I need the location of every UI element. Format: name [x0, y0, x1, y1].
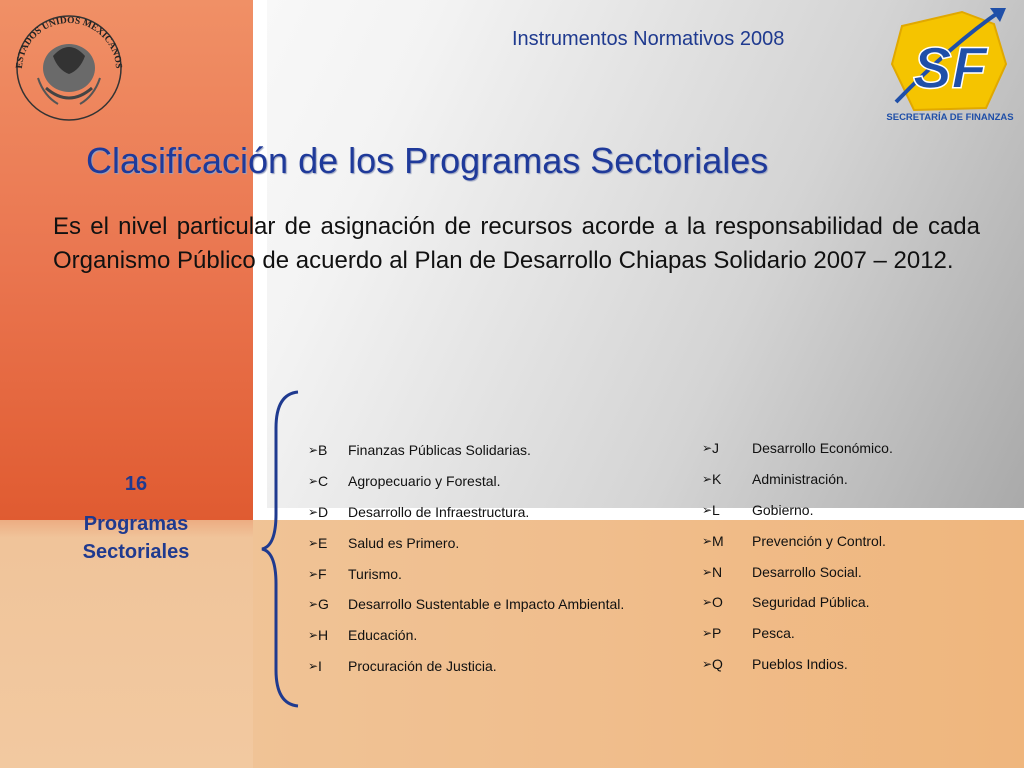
arrow-bullet-icon: ➢ — [308, 474, 319, 489]
arrow-bullet-icon: ➢ — [308, 597, 319, 612]
program-item — [308, 435, 624, 466]
program-item — [702, 464, 893, 495]
program-code: D — [318, 503, 329, 520]
mexico-seal-icon — [8, 8, 130, 123]
program-code: P — [712, 625, 722, 642]
slide-title: Clasificación de los Programas Sectoriales — [86, 140, 769, 181]
program-code: I — [318, 657, 322, 674]
program-code: N — [712, 563, 723, 580]
program-code: B — [318, 442, 328, 459]
program-code: F — [318, 565, 327, 582]
program-code: J — [712, 440, 719, 457]
program-name: Procuración de Justicia. — [348, 657, 497, 674]
arrow-bullet-icon: ➢ — [702, 656, 713, 671]
program-code: Q — [712, 655, 723, 672]
program-name: Agropecuario y Forestal. — [348, 473, 501, 490]
arrow-bullet-icon: ➢ — [308, 628, 319, 643]
program-item — [702, 649, 893, 680]
arrow-bullet-icon: ➢ — [702, 626, 713, 641]
program-code: M — [712, 532, 724, 549]
program-item — [308, 497, 624, 528]
arrow-bullet-icon: ➢ — [308, 566, 319, 581]
curly-brace-icon — [258, 388, 302, 710]
program-count-label: Programas Sectoriales — [82, 513, 190, 563]
program-code: G — [318, 596, 329, 613]
program-item — [702, 556, 893, 587]
program-name: Pesca. — [752, 625, 795, 642]
arrow-bullet-icon: ➢ — [702, 502, 713, 517]
program-code: K — [712, 471, 722, 488]
program-code: E — [318, 534, 328, 551]
program-name: Seguridad Pública. — [752, 594, 870, 611]
arrow-bullet-icon: ➢ — [702, 441, 713, 456]
program-name: Gobierno. — [752, 501, 814, 518]
program-code: O — [712, 594, 723, 611]
program-name: Administración. — [752, 471, 848, 488]
arrow-bullet-icon: ➢ — [308, 658, 319, 673]
seal-text: ESTADOS UNIDOS MEXICANOS — [14, 15, 124, 69]
logo-text: SECRETARÍA DE FINANZAS — [886, 112, 1014, 123]
program-list-left — [308, 435, 624, 681]
arrow-bullet-icon: ➢ — [702, 564, 713, 579]
program-count-box — [60, 470, 212, 566]
program-item — [308, 651, 624, 682]
program-item — [702, 618, 893, 649]
program-name: Desarrollo de Infraestructura. — [348, 503, 530, 520]
program-item — [702, 433, 893, 464]
program-name: Desarrollo Económico. — [752, 440, 893, 457]
program-name: Pueblos Indios. — [752, 655, 848, 672]
program-name: Prevención y Control. — [752, 532, 886, 549]
program-item — [308, 466, 624, 497]
program-name: Salud es Primero. — [348, 534, 460, 551]
program-list-right — [702, 433, 893, 679]
arrow-bullet-icon: ➢ — [702, 533, 713, 548]
program-name: Finanzas Públicas Solidarias. — [348, 442, 531, 459]
program-item — [308, 558, 624, 589]
program-item — [702, 587, 893, 618]
program-code: L — [712, 501, 720, 518]
program-item — [702, 495, 893, 526]
program-item — [308, 620, 624, 651]
program-item — [702, 525, 893, 556]
arrow-bullet-icon: ➢ — [308, 535, 319, 550]
arrow-bullet-icon: ➢ — [308, 443, 319, 458]
intro-paragraph: Es el nivel particular de asignación de recursos acorde a la responsabilidad de cada Organismo Público de acuerdo al Plan de Desarrollo Chiapas Solidario 2007 – 2012. — [53, 213, 980, 274]
arrow-bullet-icon: ➢ — [308, 504, 319, 519]
program-name: Turismo. — [348, 565, 402, 582]
header-title: Instrumentos Normativos 2008 — [512, 28, 785, 50]
program-name: Educación. — [348, 627, 418, 644]
arrow-bullet-icon: ➢ — [702, 595, 713, 610]
logo-letters: SF — [912, 36, 988, 101]
program-count-number: 16 — [124, 473, 148, 495]
program-code: H — [318, 627, 329, 644]
program-item — [308, 527, 624, 558]
arrow-bullet-icon: ➢ — [702, 472, 713, 487]
secretaria-finanzas-logo-icon — [882, 4, 1018, 126]
program-name: Desarrollo Sustentable e Impacto Ambiental. — [348, 596, 625, 613]
program-item — [308, 589, 624, 620]
program-name: Desarrollo Social. — [752, 563, 862, 580]
program-code: C — [318, 473, 329, 490]
